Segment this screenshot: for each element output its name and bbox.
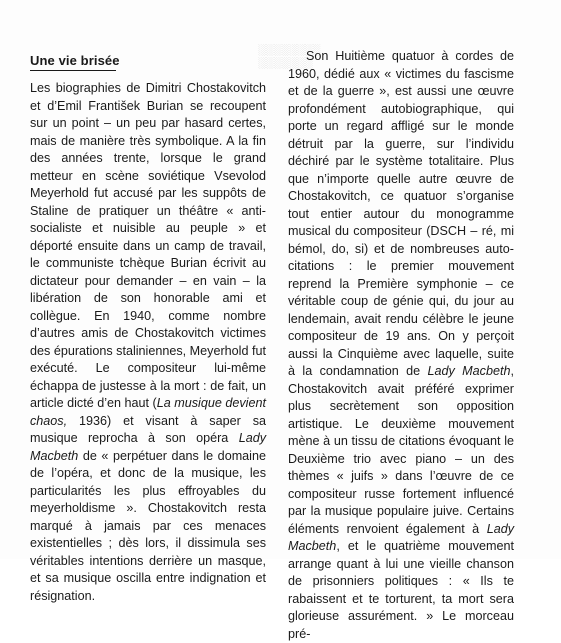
left-paragraph-title-chaos: La musique devient chaos, — [30, 396, 266, 428]
bleed-through-text: ░░░░░░░░ ░░░░░░░ — [258, 44, 321, 69]
heading-underline — [30, 70, 116, 71]
left-column-body — [30, 80, 266, 605]
section-heading: Une vie brisée — [30, 53, 120, 68]
right-paragraph-text-c: , et le quatrième mouvement arrange quant à lui une vieille chanson de prisonniers politiques : « Ils te rabaissent et te torturent, ta mort sera glorieuse assurément. » Le morceau pré- — [288, 539, 514, 641]
right-paragraph-title-lady-macbeth-1: Lady Macbeth — [427, 364, 511, 378]
right-paragraph-title-lady-macbeth-2: Lady Macbeth — [288, 521, 514, 553]
right-paragraph — [288, 48, 514, 643]
left-paragraph-title-lady-macbeth: Lady Macbeth — [30, 431, 266, 463]
left-paragraph-text-b: 1936) et visant à saper sa musique reprocha à son opéra — [30, 413, 266, 445]
right-text-column — [288, 48, 514, 643]
right-paragraph-text-a: Son Huitième quatuor à cordes de 1960, dédié aux « victimes du fascisme et de la guerre », est aussi une œuvre profondément autobiographique, qui porte un regard affligé sur le monde détruit par la guerre, sur l’individu déchiré par le système totalitaire. Plus que n’importe quelle autre œuvre de Chostakovitch, ce quatuor s’organise tout entier autour du monogramme musical du compositeur (DSCH – ré, mi bémol, do, si) et de nombreuses auto-citations : le premier mouvement reprend la Première symphonie – ce véritable coup de génie qui, du jour au lendemain, avait rendu célèbre le jeune compositeur de 19 ans. On y perçoit aussi la Cinquième avec laquelle, suite à la condamnation de — [288, 49, 514, 378]
right-paragraph-text-b: , Chostakovitch avait préféré exprimer plus secrètement son opposition artistique. Le deuxième mouvement mène à un tissu de citations évoquant le Deuxième trio avec piano – un des thèmes « juifs » dans l’œuvre de ce compositeur russe fortement influencé par la musique populaire juive. Certains éléments renvoient également à — [288, 364, 514, 536]
left-paragraph-text-a: Les biographies de Dimitri Chostakovitch et d’Emil František Burian se recoupent sur un point – un peu par hasard certes, mais de manière très symbolique. A la fin des années trente, lorsque le grand metteur en scène soviétique Vsevolod Meyerhold fut accusé par les suppôts de Staline de pratiquer un théâtre « anti-socialiste et nuisible au peuple » et déporté ensuite dans un camp de travail, le communiste tchèque Burian écrivit au dictateur pour demander – en vain – la libération de son honorable ami et collègue. En 1940, comme nombre d’autres amis de Chostakovitch victimes des épurations staliniennes, Meyerhold fut exécuté. Le compositeur lui-même échappa de justesse à la mort : de fait, un article dicté d’en haut ( — [30, 81, 266, 410]
left-paragraph-text-c: de « perpétuer dans le domaine de l’opéra, et donc de la musique, les particularités les plus effroyables du meyerholdisme ». Chostakovitch resta marqué à jamais par ces menaces existentielles ; dès lors, il dissimula ses véritables intentions derrière un masque, et sa musique oscilla entre indignation et résignation. — [30, 448, 266, 603]
left-paragraph — [30, 80, 266, 605]
